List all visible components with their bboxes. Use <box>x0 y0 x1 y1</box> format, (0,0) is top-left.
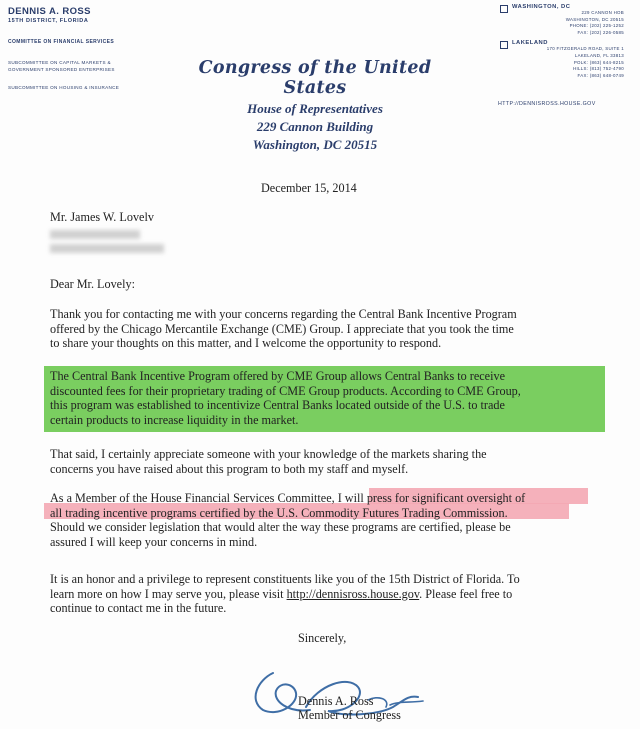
signer-title: Member of Congress <box>298 708 401 722</box>
letterhead-title: Congress of the United States <box>198 58 432 98</box>
letterhead-website[interactable]: HTTP://DENNISROSS.HOUSE.GOV <box>498 101 596 107</box>
letter-date: December 15, 2014 <box>261 181 357 195</box>
district: 15TH DISTRICT, FLORIDA <box>8 18 89 24</box>
redacted-address-line <box>50 244 164 253</box>
website-link[interactable]: http://dennisross.house.gov <box>286 586 420 601</box>
paragraph-program: The Central Bank Incentive Program offered by CME Group allows Central Banks to receive discounted fees for their proprietary trading of CME Group products. According to CME Group, this program was established to incentivize Central Banks located outside of the U.S. to trade certain products to increase liquidity in the market. <box>50 369 521 427</box>
letterhead-right <box>498 4 638 79</box>
signer-name: Dennis A. Ross <box>298 694 374 708</box>
representative-name: DENNIS A. ROSS <box>8 6 91 17</box>
letterhead-city: Washington, DC 20515 <box>252 137 378 152</box>
subcommittee-housing: SUBCOMMITTEE ON HOUSING & INSURANCE <box>8 85 120 90</box>
closing: Sincerely, <box>298 631 347 645</box>
letterhead-house: House of Representatives <box>247 101 383 116</box>
recipient-name: Mr. James W. Lovelv <box>50 210 154 224</box>
paragraph-intro: Thank you for contacting me with your concerns regarding the Central Bank Incentive Program offered by the Chicago Mercantile Exchange (CME) Group. I appreciate that you took the time to share your thoughts on this matter, and I welcome the opportunity to respond. <box>50 307 517 351</box>
letterhead-left <box>8 6 158 90</box>
letterhead-building: 229 Cannon Building <box>256 119 374 134</box>
office-washington: WASHINGTON, DC 229 CANNON HOB WASHINGTON, DC 20515 PHONE: (202) 225-1252 FAX: (202) 226-0585 <box>498 4 638 36</box>
paragraph-closing: It is an honor and a privilege to represent constituents like you of the 15th District of Florida. To learn more on how I may serve you, please visit http://dennisross.house.gov. Please feel free to continue to contact me in the future. <box>50 572 520 616</box>
paragraph-appreciation: That said, I certainly appreciate someone with your knowledge of the markets sharing the concerns you have raised about this program to both my staff and myself. <box>50 447 487 476</box>
letterhead-center <box>170 58 460 153</box>
paragraph-oversight: As a Member of the House Financial Services Committee, I will press for significant oversight of all trading incentive programs certified by the U.S. Commodity Futures Trading Commission. Should we consider legislation that would alter the way these programs are certified, please be assured I will keep your concerns in mind. <box>50 491 526 549</box>
salutation: Dear Mr. Lovely: <box>50 277 135 291</box>
checkbox-icon <box>500 5 508 13</box>
redacted-address-line <box>50 230 140 239</box>
subcommittee-capital-markets: SUBCOMMITTEE ON CAPITAL MARKETS & GOVERNMENT SPONSORED ENTERPRISES <box>8 60 115 72</box>
office-lakeland: LAKELAND 170 FITZGERALD ROAD, SUITE 1 LAKELAND, FL 33813 POLK: (863) 644-8215 HILLS: (813) 752-4790 FAX: (863) 648-0749 <box>498 40 638 79</box>
checkbox-icon <box>500 41 508 49</box>
committee: COMMITTEE ON FINANCIAL SERVICES <box>8 39 115 45</box>
